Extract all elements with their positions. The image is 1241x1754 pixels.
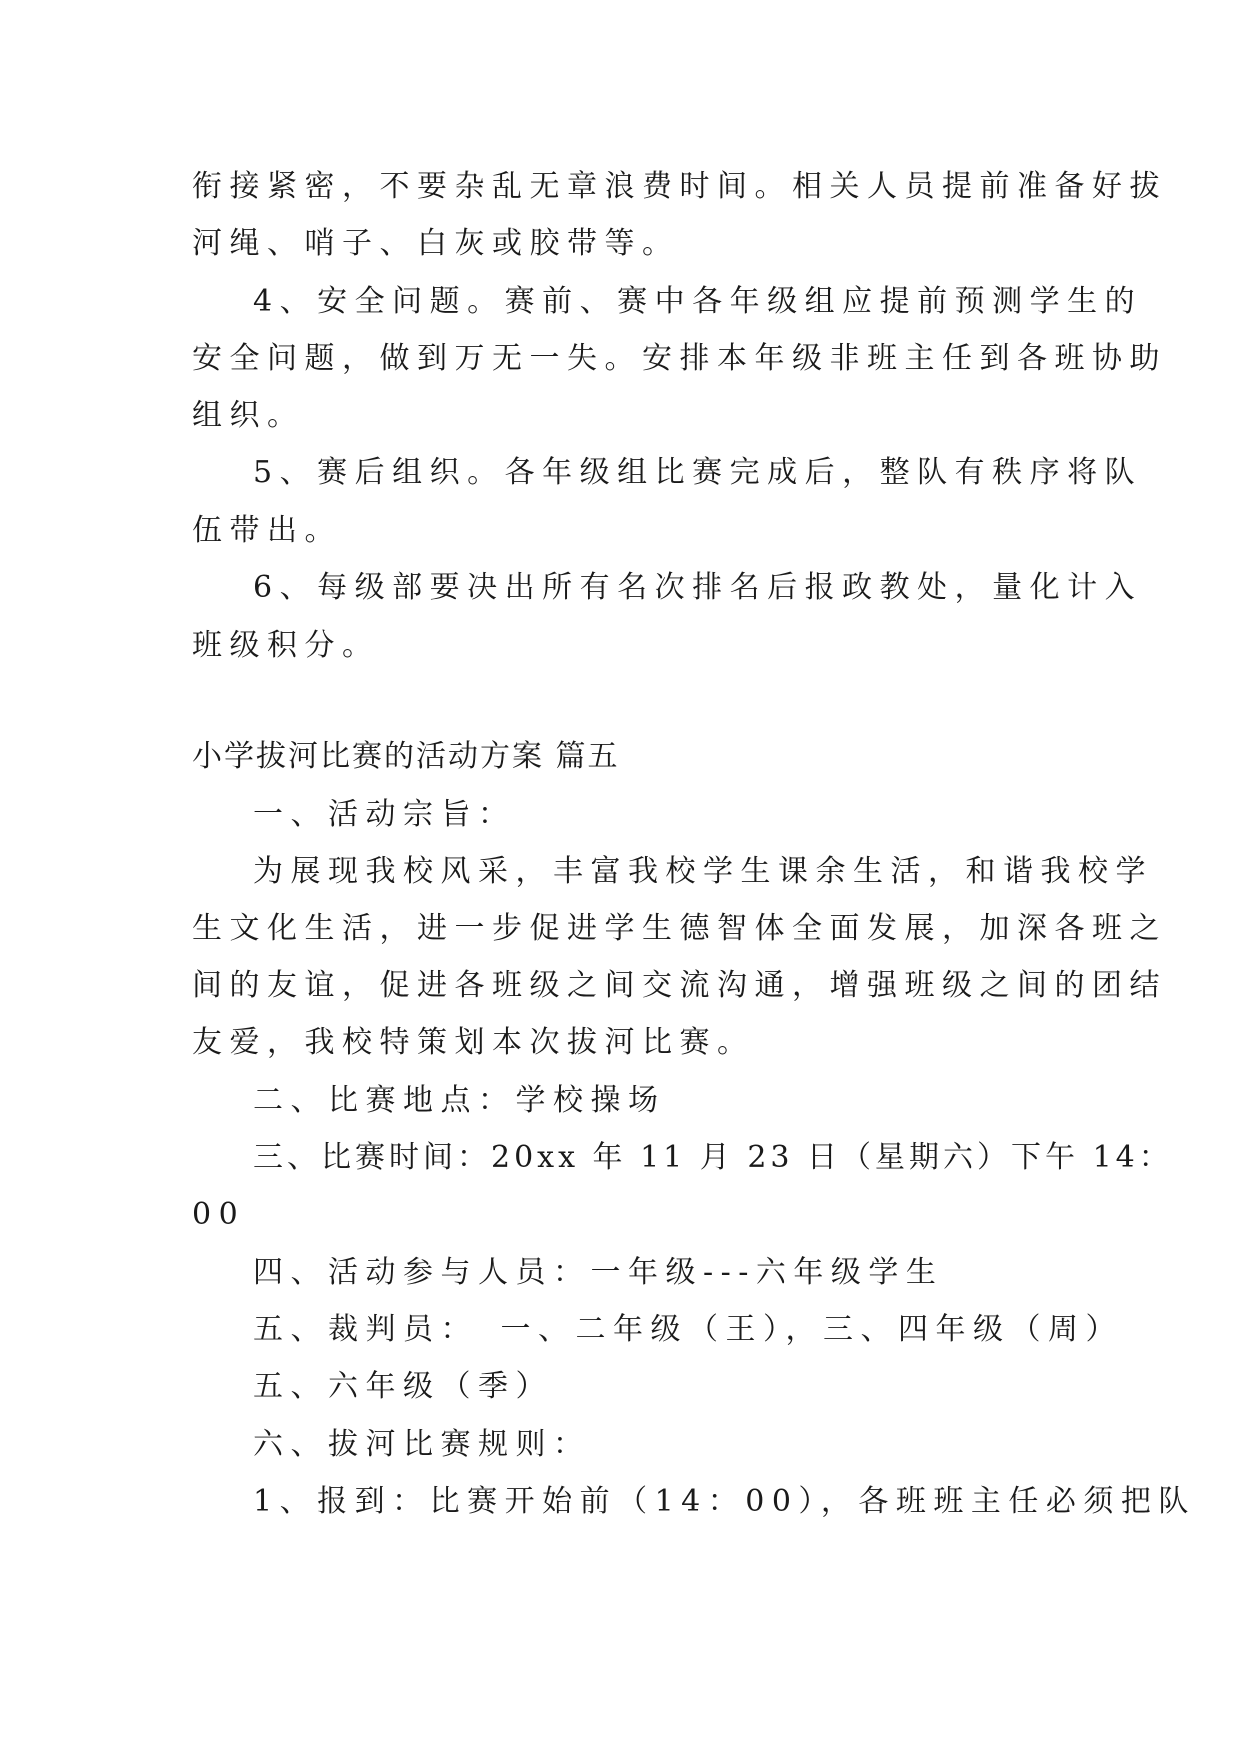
time-line: 三、比赛时间：20xx 年 11 月 23 日（星期六）下午 14： <box>253 1140 1173 1175</box>
paragraph-line: 河绳、哨子、白灰或胶带等。 <box>192 226 680 261</box>
time-line-continued: 00 <box>192 1197 246 1232</box>
item-4-line: 4、安全问题。赛前、赛中各年级组应提前预测学生的 <box>253 284 1143 319</box>
section-heading: 小学拔河比赛的活动方案 篇五 <box>192 739 620 774</box>
rules-title: 六、拔河比赛规则： <box>253 1427 591 1462</box>
paragraph-line: 伍带出。 <box>192 513 342 548</box>
paragraph-line: 生文化生活，进一步促进学生德智体全面发展，加深各班之 <box>192 911 1167 946</box>
paragraph-line: 衔接紧密，不要杂乱无章浪费时间。相关人员提前准备好拔 <box>192 169 1167 204</box>
paragraph-line: 为展现我校风采，丰富我校学生课余生活，和谐我校学 <box>253 854 1153 889</box>
referee-line-continued: 五、六年级（季） <box>253 1369 553 1404</box>
referee-line: 五、裁判员： 一、二年级（王），三、四年级（周） <box>253 1312 1123 1347</box>
item-5-line: 5、赛后组织。各年级组比赛完成后，整队有秩序将队 <box>253 455 1143 490</box>
paragraph-line: 安全问题，做到万无一失。安排本年级非班主任到各班协助 <box>192 341 1167 376</box>
paragraph-line: 组织。 <box>192 398 305 433</box>
rule-1-line: 1、报到：比赛开始前（14：00），各班班主任必须把队 <box>253 1484 1196 1519</box>
participants-line: 四、活动参与人员：一年级---六年级学生 <box>253 1255 944 1290</box>
section-one-title: 一、活动宗旨： <box>253 797 516 832</box>
paragraph-line: 友爱，我校特策划本次拔河比赛。 <box>192 1025 755 1060</box>
paragraph-line: 班级积分。 <box>192 628 380 663</box>
item-6-line: 6、每级部要决出所有名次排名后报政教处，量化计入 <box>253 570 1143 605</box>
location-line: 二、比赛地点：学校操场 <box>253 1083 666 1118</box>
paragraph-line: 间的友谊，促进各班级之间交流沟通，增强班级之间的团结 <box>192 968 1167 1003</box>
